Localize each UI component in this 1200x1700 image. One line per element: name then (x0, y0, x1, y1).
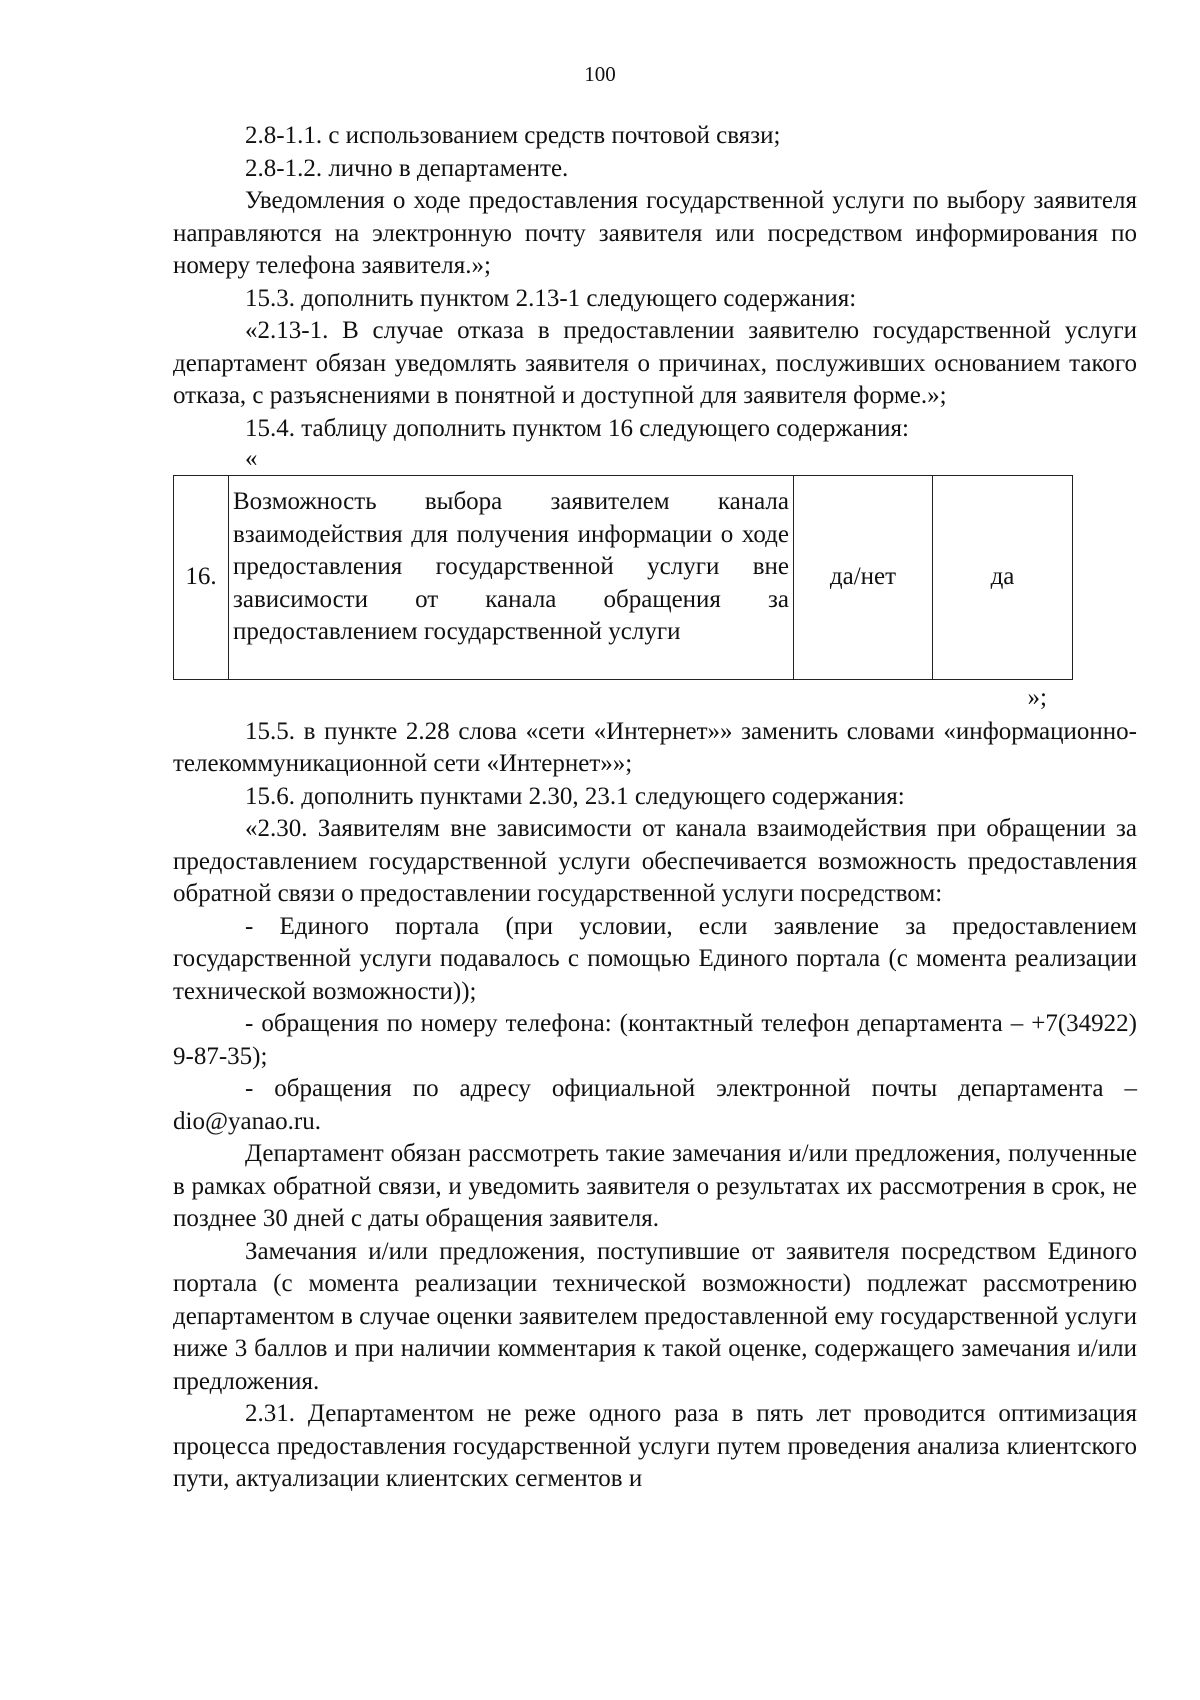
paragraph: 15.3. дополнить пунктом 2.13-1 следующего содержания: (245, 284, 857, 312)
paragraph: 15.4. таблицу дополнить пунктом 16 следующего содержания: (245, 414, 909, 442)
table-cell-options: да/нет (794, 476, 933, 680)
paragraph: 15.5. в пункте 2.28 слова «сети «Интернет»» заменить словами «информационно-телекоммуникационной сети «Интернет»»; (173, 717, 1137, 777)
paragraph: Уведомления о ходе предоставления государственной услуги по выбору заявителя направляются на электронную почту заявителя или посредством информирования по номеру телефона заявителя.»; (173, 187, 1137, 279)
amendment-table (173, 475, 1073, 680)
table-close-quote: »; (1027, 683, 1047, 711)
document-body (173, 120, 1137, 1496)
paragraph: - Единого портала (при условии, если заявление за предоставлением государственной услуги подавалось с помощью Единого портала (с момента реализации технической возможности)); (173, 912, 1137, 1005)
page-number: 100 (584, 62, 616, 86)
paragraph: 2.8-1.1. с использованием средств почтовой связи; (245, 122, 781, 149)
paragraph: «2.13-1. В случае отказа в предоставлении заявителю государственной услуги департамент обязан уведомлять заявителя о причинах, послуживших основанием такого отказа, с разъяснениями в понятной и доступной для заявителя форме.»; (173, 317, 1137, 409)
table-row (174, 476, 1073, 680)
paragraph: Департамент обязан рассмотреть такие замечания и/или предложения, полученные в рамках обратной связи, и уведомить заявителя о результатах их рассмотрения в срок, не позднее 30 дней с даты обращения заявителя. (173, 1140, 1137, 1232)
paragraph: 2.8-1.2. лично в департаменте. (245, 154, 569, 182)
table-cell-number: 16. (174, 476, 229, 680)
paragraph: 15.6. дополнить пунктами 2.30, 23.1 следующего содержания: (245, 782, 905, 810)
paragraph: Замечания и/или предложения, поступившие от заявителя посредством Единого портала (с момента реализации технической возможности) подлежат рассмотрению департаментом в случае оценки заявителем предоставленной ему государственной услуги ниже 3 баллов и при наличии комментария к такой оценке, содержащего замечания и/или предложения. (173, 1237, 1137, 1395)
paragraph: 2.31. Департаментом не реже одного раза в пять лет проводится оптимизация процесса предоставления государственной услуги путем проведения анализа клиентского пути, актуализации клиентских сегментов и (173, 1400, 1137, 1492)
table-cell-description: Возможность выбора заявителем канала взаимодействия для получения информации о ходе предоставления государственной услуги вне зависимости от канала обращения за предоставлением государственной услуги (229, 476, 794, 680)
table-open-quote: « (245, 445, 258, 472)
paragraph: «2.30. Заявителям вне зависимости от канала взаимодействия при обращении за предоставлением государственной услуги обеспечивается возможность предоставления обратной связи о предоставлении государственной услуги посредством: (173, 815, 1137, 907)
table-cell-value: да (933, 476, 1073, 680)
paragraph: - обращения по адресу официальной электронной почты департамента – dio@yanao.ru. (173, 1075, 1137, 1135)
paragraph: - обращения по номеру телефона: (контактный телефон департамента – +7(34922) 9-87-35); (173, 1010, 1137, 1070)
